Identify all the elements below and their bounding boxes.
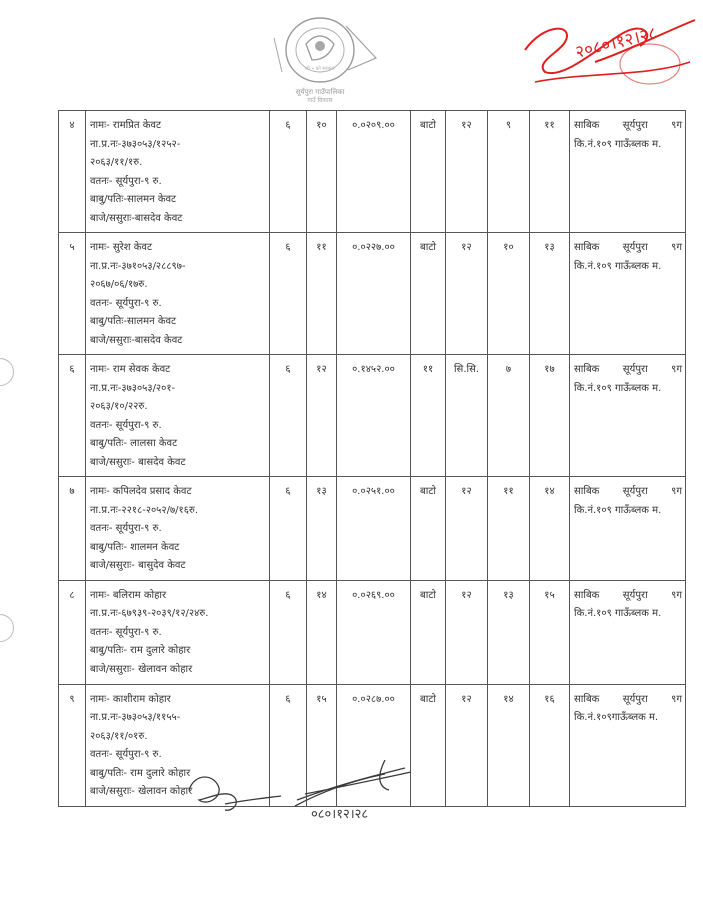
column-c-value: १३ <box>530 233 570 355</box>
land-area: ०.०२५१.०० <box>337 477 411 581</box>
land-type: बाटो <box>411 477 446 581</box>
ward-number: ६ <box>270 355 307 477</box>
column-b-value: ७ <box>488 355 530 477</box>
seal-text-bottom: गाउँ विकास <box>307 97 333 104</box>
father-name: बाबु/पतिः-सालमन केवट <box>90 316 177 327</box>
red-sig-date: २०८०।१२।२८ <box>573 23 660 63</box>
column-c-value: १७ <box>530 355 570 477</box>
citizenship-number: ना.प्र.नः-३७३०५३/२०१- <box>90 382 176 394</box>
grandfather-name: बाजे/ससुराः- खेलावन कोहार <box>90 663 193 675</box>
serial-number: ४ <box>59 111 86 233</box>
table-row <box>59 580 686 684</box>
remark-text: साबिक सूर्यपुरा ९ग कि.नं.१०९ गाऊँब्लक म. <box>574 486 682 516</box>
column-a-value: १२ <box>446 684 488 806</box>
serial-number: ७ <box>59 477 86 581</box>
table-row <box>59 111 686 233</box>
address: वतनः- सूर्यपुरा-९ रु. <box>90 175 162 187</box>
father-name: बाबु/पतिः- राम दुलारे कोहार <box>90 767 191 779</box>
remark <box>570 477 686 581</box>
owner-name: नामः- कपिलदेव प्रसाद केवट <box>90 486 192 497</box>
remark-text: साबिक सूर्यपुरा ९ग कि.नं.१०९ गाऊँब्लक म. <box>574 120 682 150</box>
person-details <box>86 477 270 581</box>
serial-number: ६ <box>59 355 86 477</box>
citizenship-date: २०६७/०६/१७रु. <box>90 279 148 290</box>
serial-number: ८ <box>59 580 86 684</box>
column-b-value: ९ <box>488 111 530 233</box>
bottom-signatures-icon <box>185 760 465 820</box>
address: वतनः- सूर्यपुरा-९ रु. <box>90 523 162 534</box>
column-b-value: १० <box>488 233 530 355</box>
person-details <box>86 580 270 684</box>
citizenship-number: ना.प्र.नः-३७३०५३/१२५२- <box>90 138 181 150</box>
address: वतनः- सूर्यपुरा-९ रु. <box>90 626 162 638</box>
father-name: बाबु/पतिः- लालसा केवट <box>90 438 178 449</box>
grandfather-name: बाजे/ससुराः- बासुदेव केवट <box>90 560 186 571</box>
ward-number: ६ <box>270 111 307 233</box>
land-type: बाटो <box>411 580 446 684</box>
land-area: ०.१४५२.०० <box>337 355 411 477</box>
grandfather-name: बाजे/ससुराः- खेलावन कोहार <box>90 786 193 797</box>
bottom-sig-date: ०८०।१२।२८ <box>311 807 369 820</box>
remark <box>570 111 686 233</box>
citizenship-number: ना.प्र.नः-२२१८-२०५२/७/१६रु. <box>90 504 199 516</box>
serial-number: ५ <box>59 233 86 355</box>
remark-text: साबिक सूर्यपुरा ९ग कि.नं.१०९ गाऊँब्लक म. <box>574 364 682 394</box>
remark-text: साबिक सूर्यपुरा ९ग कि.नं.१०९गाऊँब्लक म. <box>574 693 682 723</box>
table-row <box>59 355 686 477</box>
kitta-number: १० <box>307 111 337 233</box>
remark-text: साबिक सूर्यपुरा ९ग कि.नं.१०९ गाऊँब्लक म. <box>574 242 682 272</box>
citizenship-number: ना.प्र.नः-३७३०५३/११५५- <box>90 712 181 723</box>
owner-name: नामः- काशीराम कोहार <box>90 693 171 705</box>
person-details <box>86 111 270 233</box>
father-name: बाबु/पतिः-सालमन केवट <box>90 194 177 205</box>
seal-text-small: श्री ५ को सरकार <box>305 66 335 72</box>
column-a-value: १२ <box>446 477 488 581</box>
serial-number: ९ <box>59 684 86 806</box>
land-area: ०.०२८७.०० <box>337 684 411 806</box>
person-details <box>86 355 270 477</box>
father-name: बाबु/पतिः- शालमन केवट <box>90 541 180 553</box>
ward-number: ६ <box>270 477 307 581</box>
land-type: बाटो <box>411 233 446 355</box>
column-c-value: १५ <box>530 580 570 684</box>
table-row <box>59 233 686 355</box>
land-area: ०.०२६९.०० <box>337 580 411 684</box>
land-type: बाटो <box>411 111 446 233</box>
person-details <box>86 233 270 355</box>
kitta-number: १४ <box>307 580 337 684</box>
remark-text: साबिक सूर्यपुरा ९ग कि.नं.१०९ गाऊँब्लक म. <box>574 589 682 619</box>
citizenship-date: २०६३/११/०१रु. <box>90 730 148 742</box>
address: वतनः- सूर्यपुरा-९ रु. <box>90 419 162 431</box>
owner-name: नामः- राम सेवक केवट <box>90 364 171 375</box>
grandfather-name: बाजे/ससुराः- बासदेव केवट <box>90 456 186 468</box>
land-type: बाटो <box>411 684 446 806</box>
remark <box>570 355 686 477</box>
punch-hole <box>0 358 14 386</box>
owner-name: नामः- बलिराम कोहार <box>90 589 167 601</box>
ward-number: ६ <box>270 233 307 355</box>
address: वतनः- सूर्यपुरा-९ रु. <box>90 297 162 309</box>
seal-text-top: सूर्यपुरा गाउँपालिका <box>295 88 345 96</box>
grandfather-name: बाजे/ससुराः-बासदेव केवट <box>90 334 183 346</box>
office-seal-icon <box>268 8 378 108</box>
father-name: बाबु/पतिः- राम दुलारे कोहार <box>90 645 191 656</box>
citizenship-number: ना.प्र.नः-६७९३९-२०३९/१२/२४रु. <box>90 608 209 619</box>
remark <box>570 580 686 684</box>
land-area: ०.०२०९.०० <box>337 111 411 233</box>
column-b-value: ११ <box>488 477 530 581</box>
column-b-value: १४ <box>488 684 530 806</box>
column-a-value: १२ <box>446 233 488 355</box>
owner-name: नामः- रामप्रित केवट <box>90 120 162 131</box>
column-c-value: १४ <box>530 477 570 581</box>
column-a-value: सि.सि. <box>446 355 488 477</box>
remark <box>570 684 686 806</box>
address: वतनः- सूर्यपुरा-९ रु. <box>90 749 162 760</box>
column-a-value: १२ <box>446 111 488 233</box>
red-signature-stamp-icon <box>505 2 700 97</box>
punch-hole <box>0 614 14 642</box>
kitta-number: १५ <box>307 684 337 806</box>
kitta-number: १३ <box>307 477 337 581</box>
column-a-value: १२ <box>446 580 488 684</box>
column-b-value: १३ <box>488 580 530 684</box>
land-area: ०.०२२७.०० <box>337 233 411 355</box>
remark <box>570 233 686 355</box>
column-c-value: १६ <box>530 684 570 806</box>
kitta-number: १२ <box>307 355 337 477</box>
citizenship-date: २०६३/११/१रु. <box>90 157 143 168</box>
column-c-value: ११ <box>530 111 570 233</box>
ward-number: ६ <box>270 580 307 684</box>
ward-number: ६ <box>270 684 307 806</box>
land-register-table <box>58 110 686 807</box>
kitta-number: ११ <box>307 233 337 355</box>
table-row <box>59 477 686 581</box>
grandfather-name: बाजे/ससुराः-बासदेव केवट <box>90 212 183 224</box>
citizenship-number: ना.प्र.नः-३७१०५३/२८८९७- <box>90 260 186 272</box>
land-type: ११ <box>411 355 446 477</box>
owner-name: नामः- सुरेश केवट <box>90 242 153 253</box>
citizenship-date: २०६३/१०/२२रु. <box>90 401 148 412</box>
